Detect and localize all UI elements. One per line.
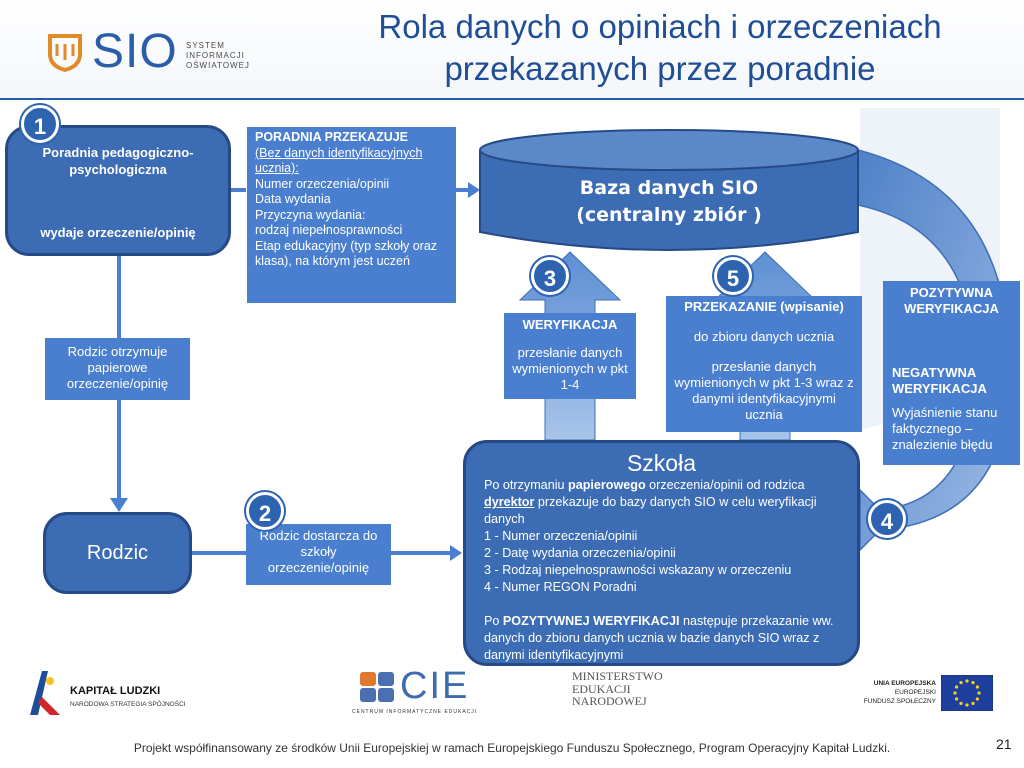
cie-logo: [400, 666, 469, 706]
szkola-list-item: 1 - Numer orzeczenia/opinii: [484, 529, 638, 543]
cie-logo-icon: [360, 672, 396, 706]
verification-result-panel: [883, 281, 1020, 465]
weryfikacja-panel: [504, 313, 636, 399]
przekazanie-text2: przesłanie danych wymienionych w pkt 1-3 wraz z danymi identyfikacyjnymi ucznia: [674, 359, 854, 422]
poradnia-action: wydaje orzeczenie/opinię: [40, 225, 196, 240]
szkola-list-item: 3 - Rodzaj niepełnosprawności wskazany w orzeczeniu: [484, 563, 792, 577]
step-4-badge: 4: [868, 500, 906, 538]
positive-verification-label: POZYTYWNA WERYFIKACJA: [904, 285, 999, 316]
weryfikacja-text: przesłanie danych wymienionych w pkt 1-4: [512, 345, 628, 392]
kapital-ludzki-title: KAPITAŁ LUDZKI: [70, 685, 161, 697]
negative-verification-text: Wyjaśnienie stanu faktycznego – znalezienie błędu: [892, 405, 998, 452]
page-number: 21: [996, 736, 1012, 752]
kapital-ludzki-logo: [70, 685, 186, 711]
rodzic-dostarcza-text: Rodzic dostarcza do szkoły orzeczenie/opinię: [259, 528, 378, 575]
rodzic-label: Rodzic: [86, 542, 149, 564]
szkola-paragraph1: Po otrzymaniu papierowego orzeczenia/opinii od rodzica dyrektor przekazuje do bazy danych SIO w celu weryfikacji danych: [484, 478, 817, 526]
sio-logo-text: SIO: [92, 25, 178, 78]
szkola-title: Szkoła: [626, 450, 697, 476]
step-1-badge: 1: [21, 105, 59, 143]
przekazuje-item: Data wydania: [255, 192, 331, 206]
przekazuje-item: Etap edukacyjny (typ szkoły oraz klasa), na którym jest uczeń: [255, 238, 438, 268]
przekazuje-item: Przyczyna wydania:: [255, 207, 366, 222]
poradnia-title: Poradnia pedagogiczno-psychologiczna: [42, 145, 194, 177]
weryfikacja-heading: WERYFIKACJA: [522, 317, 618, 332]
sio-logo-subtitle: SYSTEM INFORMACJI OŚWIATOWEJ: [186, 41, 250, 70]
przekazuje-item: rodzaj niepełnosprawności: [255, 223, 403, 237]
przekazuje-item: Numer orzeczenia/opinii: [255, 176, 390, 191]
page-title: Rola danych o opiniach i orzeczeniach przekazanych przez poradnie: [378, 8, 942, 87]
przekazanie-panel: [666, 296, 862, 432]
przekazuje-panel: [247, 127, 456, 303]
rodzic-otrzymuje-text: Rodzic otrzymuje papierowe orzeczenie/opinię: [66, 344, 169, 391]
ue-logo: UNIA EUROPEJSKA EUROPEJSKI FUNDUSZ SPOŁECZNY: [863, 680, 936, 705]
szkola-list-item: 2 - Datę wydania orzeczenia/opinii: [484, 546, 676, 560]
step-5-badge: 5: [714, 257, 752, 295]
eu-flag-icon: [941, 675, 993, 711]
poradnia-box: [5, 125, 231, 256]
przekazanie-heading: PRZEKAZANIE (wpisanie): [684, 299, 844, 314]
rodzic-otrzymuje-panel: [45, 338, 190, 400]
database-label: Baza danych SIO (centralny zbiór ): [576, 177, 762, 226]
szkola-list-item: 4 - Numer REGON Poradni: [484, 580, 637, 594]
step-3-badge: 3: [531, 257, 569, 295]
rodzic-dostarcza-panel: [246, 524, 391, 585]
cie-logo-subtitle: CENTRUM INFORMATYCZNE EDUKACJI: [352, 709, 478, 715]
przekazanie-text1: do zbioru danych ucznia: [693, 329, 835, 344]
negative-verification-label: NEGATYWNA WERYFIKACJA: [892, 365, 987, 396]
rodzic-box: [43, 512, 192, 594]
szkola-paragraph2: Po POZYTYWNEJ WERYFIKACJI następuje przekazanie ww. danych do zbioru danych ucznia w bazie danych SIO wraz z danymi identyfikacyjnymi: [484, 614, 834, 662]
kapital-ludzki-subtitle: NARODOWA STRATEGIA SPÓJNOŚCI: [70, 701, 186, 708]
footer-note: Projekt współfinansowany ze środków Unii Europejskiej w ramach Europejskiego Funduszu Społecznego, Program Operacyjny Kapitał Ludzki.: [133, 741, 891, 755]
step-2-badge: 2: [246, 492, 284, 530]
przekazuje-heading: PORADNIA PRZEKAZUJE: [255, 130, 409, 144]
szkola-box: [463, 440, 860, 666]
men-logo: MINISTERSTWO EDUKACJI NARODOWEJ: [572, 669, 663, 708]
kapital-ludzki-logo-icon: [28, 667, 62, 717]
przekazuje-subheading: (Bez danych identyfikacyjnych ucznia):: [255, 145, 423, 175]
cie-logo-text: CIE: [400, 665, 470, 707]
